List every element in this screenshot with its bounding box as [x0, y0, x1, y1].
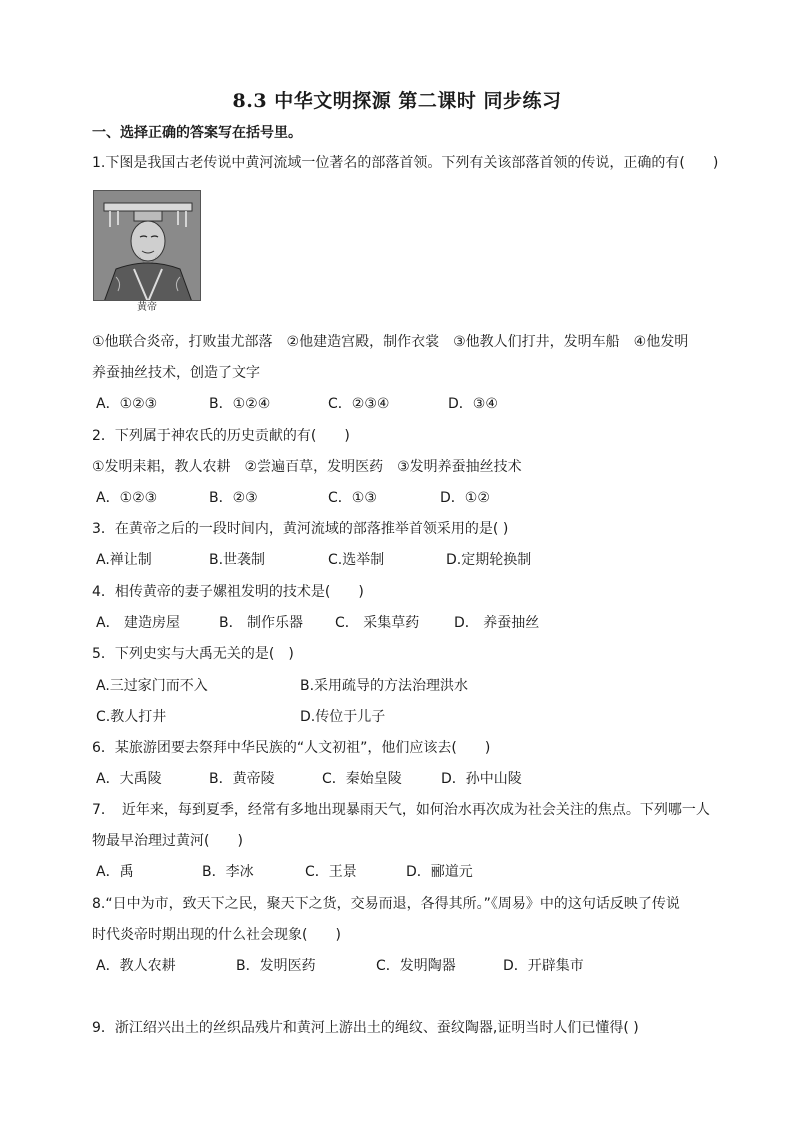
q7-option-d[interactable]: D．郦道元 [406, 864, 473, 880]
q8-option-a[interactable]: A．教人农耕 [96, 958, 176, 974]
q7-option-b[interactable]: B．李冰 [202, 864, 254, 880]
q2-option-b[interactable]: B．②③ [209, 490, 258, 506]
q5-stem: 5．下列史实与大禹无关的是( ) [92, 646, 294, 662]
q3-stem: 3．在黄帝之后的一段时间内，黄河流域的部落推举首领采用的是( ) [92, 521, 509, 537]
figure-caption: 黄帝 [137, 302, 157, 313]
q4-option-b[interactable]: B． 制作乐器 [219, 615, 304, 631]
huangdi-figure [93, 190, 201, 317]
q4-stem: 4．相传黄帝的妻子嫘祖发明的技术是( ) [92, 584, 364, 600]
q2-option-a[interactable]: A．①②③ [96, 490, 158, 506]
q3-option-c[interactable]: C.选举制 [328, 552, 385, 568]
q8-option-c[interactable]: C．发明陶器 [376, 958, 456, 974]
q3-option-a[interactable]: A.禅让制 [96, 552, 152, 568]
q8-stem-line-1: 8.“日中为市，致天下之民，聚天下之货，交易而退，各得其所。”《周易》中的这句话反映了传说 [92, 896, 680, 912]
q1-option-d[interactable]: D．③④ [448, 396, 498, 412]
q1-statements-line-2: 养蚕抽丝技术，创造了文字 [92, 365, 260, 381]
q8-option-b[interactable]: B．发明医药 [236, 958, 316, 974]
section-heading: 一、选择正确的答案写在括号里。 [92, 125, 302, 141]
huangdi-portrait-image [93, 190, 201, 301]
q2-option-d[interactable]: D．①② [440, 490, 490, 506]
q4-option-a[interactable]: A． 建造房屋 [96, 615, 181, 631]
q5-option-b[interactable]: B.采用疏导的方法治理洪水 [300, 678, 469, 694]
q6-option-a[interactable]: A．大禹陵 [96, 771, 162, 787]
q6-option-d[interactable]: D．孙中山陵 [441, 771, 522, 787]
q6-option-c[interactable]: C．秦始皇陵 [322, 771, 402, 787]
q6-option-b[interactable]: B．黄帝陵 [209, 771, 275, 787]
emperor-portrait-icon [94, 191, 201, 301]
q4-option-d[interactable]: D． 养蚕抽丝 [454, 615, 540, 631]
q6-stem: 6．某旅游团要去祭拜中华民族的“人文初祖”，他们应该去( ) [92, 740, 491, 756]
q2-option-c[interactable]: C．①③ [328, 490, 377, 506]
q4-option-c[interactable]: C． 采集草药 [335, 615, 420, 631]
q8-stem-line-2: 时代炎帝时期出现的什么社会现象( ) [92, 927, 341, 943]
q1-statements-line-1: ①他联合炎帝，打败蚩尤部落 ②他建造宫殿，制作衣裳 ③他教人们打井，发明车船 ④他发明 [92, 334, 689, 350]
q7-option-a[interactable]: A．禹 [96, 864, 134, 880]
q1-option-c[interactable]: C．②③④ [328, 396, 390, 412]
q1-option-b[interactable]: B．①②④ [209, 396, 271, 412]
q3-option-b[interactable]: B.世袭制 [209, 552, 266, 568]
q7-option-c[interactable]: C．王景 [305, 864, 357, 880]
q5-option-a[interactable]: A.三过家门而不入 [96, 678, 208, 694]
q8-option-d[interactable]: D．开辟集市 [503, 958, 584, 974]
q3-option-d[interactable]: D.定期轮换制 [446, 552, 532, 568]
q1-stem-line-1: 1.下图是我国古老传说中黄河流域一位著名的部落首领。下列有关该部落首领的传说，正确的有( ) [92, 155, 719, 171]
q2-stem: 2．下列属于神农氏的历史贡献的有( ) [92, 428, 350, 444]
q1-option-a[interactable]: A．①②③ [96, 396, 158, 412]
q9-stem: 9．浙江绍兴出土的丝织品残片和黄河上游出土的绳纹、蚕纹陶器,证明当时人们已懂得( ) [92, 1020, 639, 1036]
q5-option-c[interactable]: C.教人打井 [96, 709, 167, 725]
q2-statements: ①发明耒耜，教人农耕 ②尝遍百草，发明医药 ③发明养蚕抽丝技术 [92, 459, 522, 475]
q7-stem-line-1: 7． 近年来，每到夏季，经常有多地出现暴雨天气，如何治水再次成为社会关注的焦点。下列哪一人 [92, 802, 710, 818]
q7-stem-line-2: 物最早治理过黄河( ) [92, 833, 243, 849]
page-title: 8.3 中华文明探源 第二课时 同步练习 [232, 90, 562, 112]
q5-option-d[interactable]: D.传位于儿子 [300, 709, 386, 725]
